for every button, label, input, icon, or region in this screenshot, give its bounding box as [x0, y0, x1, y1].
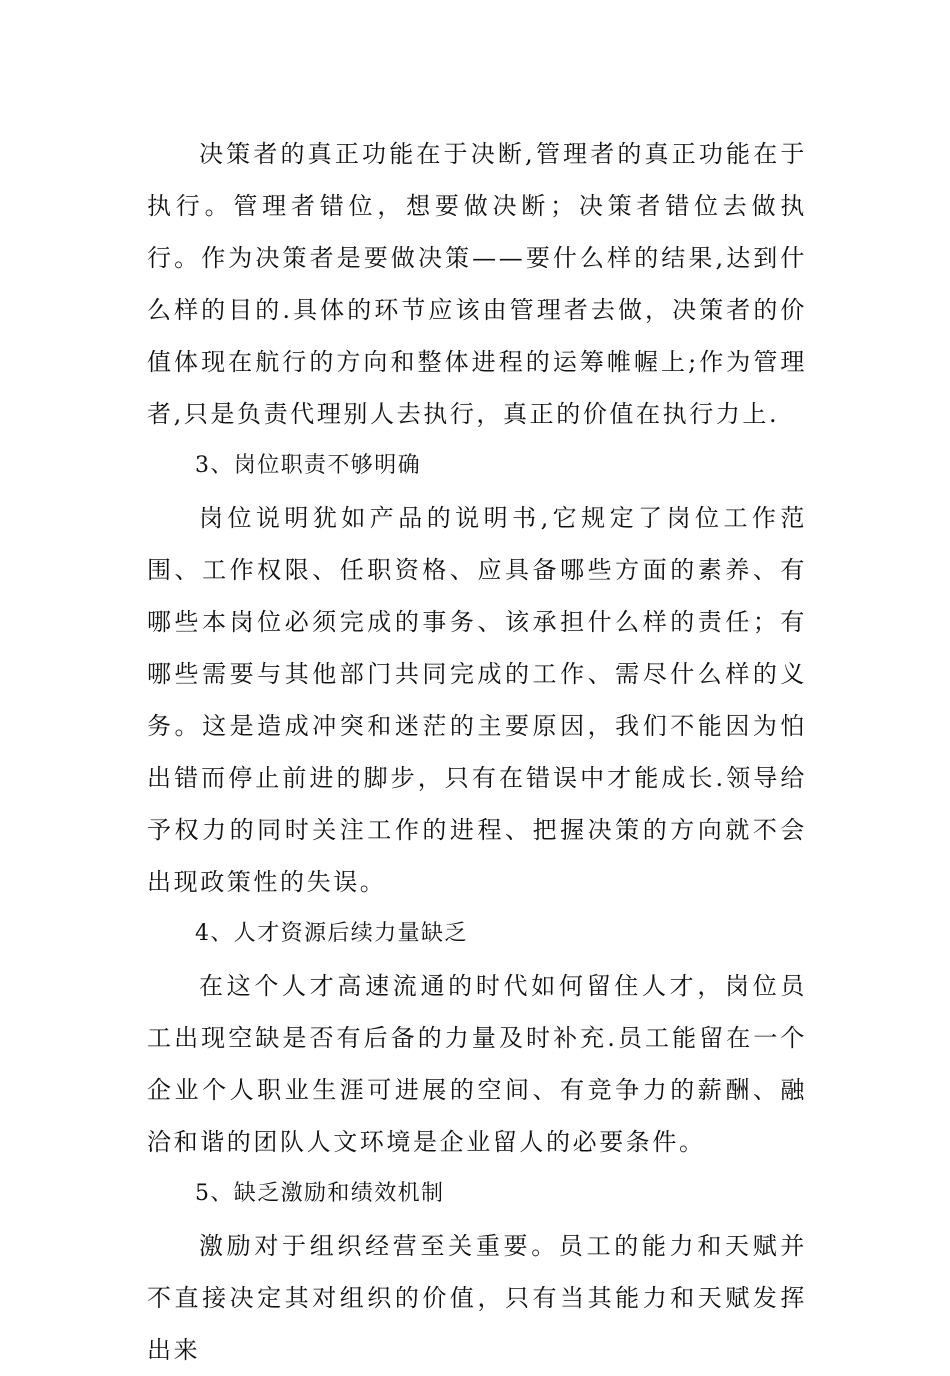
paragraph-job-description: 岗位说明犹如产品的说明书,它规定了岗位工作范围、工作权限、任职资格、应具备哪些方面的素养、有哪些本岗位必须完成的事务、该承担什么样的责任；有哪些需要与其他部门共同完成的工作、需尽什么样的义务。这是造成冲突和迷茫的主要原因，我们不能因为怕出错而停止前进的脚步，只有在错误中才能成长.领导给予权力的同时关注工作的进程、把握决策的方向就不会出现政策性的失误。 — [147, 504, 807, 896]
section-heading-3: 3、岗位职责不够明确 — [195, 453, 421, 478]
document-body — [147, 128, 807, 1376]
paragraph-decision-vs-management: 决策者的真正功能在于决断,管理者的真正功能在于执行。管理者错位，想要做决断；决策者错位去做执行。作为决策者是要做决策——要什么样的结果,达到什么样的目的.具体的环节应该由管理者去做，决策者的价值体现在航行的方向和整体进程的运筹帷幄上;作为管理者,只是负责代理别人去执行，真正的价值在执行力上. — [147, 140, 807, 428]
paragraph-talent-retention: 在这个人才高速流通的时代如何留住人才，岗位员工出现空缺是否有后备的力量及时补充.员工能留在一个企业个人职业生涯可进展的空间、有竞争力的薪酬、融洽和谐的团队人文环境是企业留人的必要条件。 — [147, 972, 807, 1156]
paragraph-incentives: 激励对于组织经营至关重要。员工的能力和天赋并不直接决定其对组织的价值，只有当其能力和天赋发挥出来 — [147, 1232, 807, 1364]
section-heading-5: 5、缺乏激励和绩效机制 — [195, 1181, 445, 1206]
section-heading-4: 4、人才资源后续力量缺乏 — [195, 921, 468, 946]
